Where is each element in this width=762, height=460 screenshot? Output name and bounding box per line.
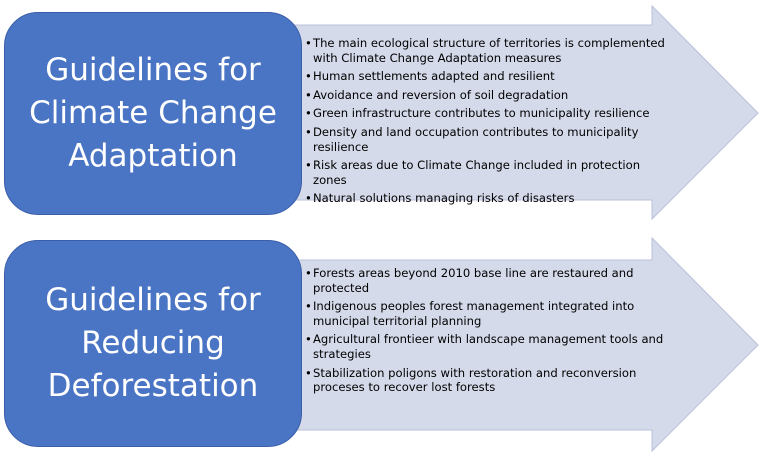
reducing-deforestation-title: Guidelines for Reducing Deforestation xyxy=(45,282,261,404)
list-item: • Natural solutions managing risks of disasters xyxy=(305,191,673,206)
list-item: • Human settlements adapted and resilient xyxy=(305,69,673,84)
list-item: • Avoidance and reversion of soil degradation xyxy=(305,88,673,103)
list-item: • Risk areas due to Climate Change included in protection zones xyxy=(305,158,673,187)
list-item: • Forests areas beyond 2010 base line are restaured and protected xyxy=(305,266,673,295)
list-item: • Stabilization poligons with restoration and reconversion proceses to recover lost forests xyxy=(305,366,673,395)
list-item: • Indigenous peoples forest management integrated into municipal territorial planning xyxy=(305,299,673,328)
list-item: • Agricultural frontieer with landscape management tools and strategies xyxy=(305,332,673,361)
climate-adaptation-list xyxy=(305,36,673,210)
climate-adaptation-title: Guidelines for Climate Change Adaptation xyxy=(29,52,277,174)
reducing-deforestation-box xyxy=(4,240,302,447)
list-item: • Green infrastructure contributes to municipality resilience xyxy=(305,106,673,121)
climate-adaptation-box xyxy=(4,12,302,215)
reducing-deforestation-list xyxy=(305,266,673,399)
list-item: • Density and land occupation contributes to municipality resilience xyxy=(305,125,673,154)
list-item: • The main ecological structure of territories is complemented with Climate Change Adaptation measures xyxy=(305,36,673,65)
